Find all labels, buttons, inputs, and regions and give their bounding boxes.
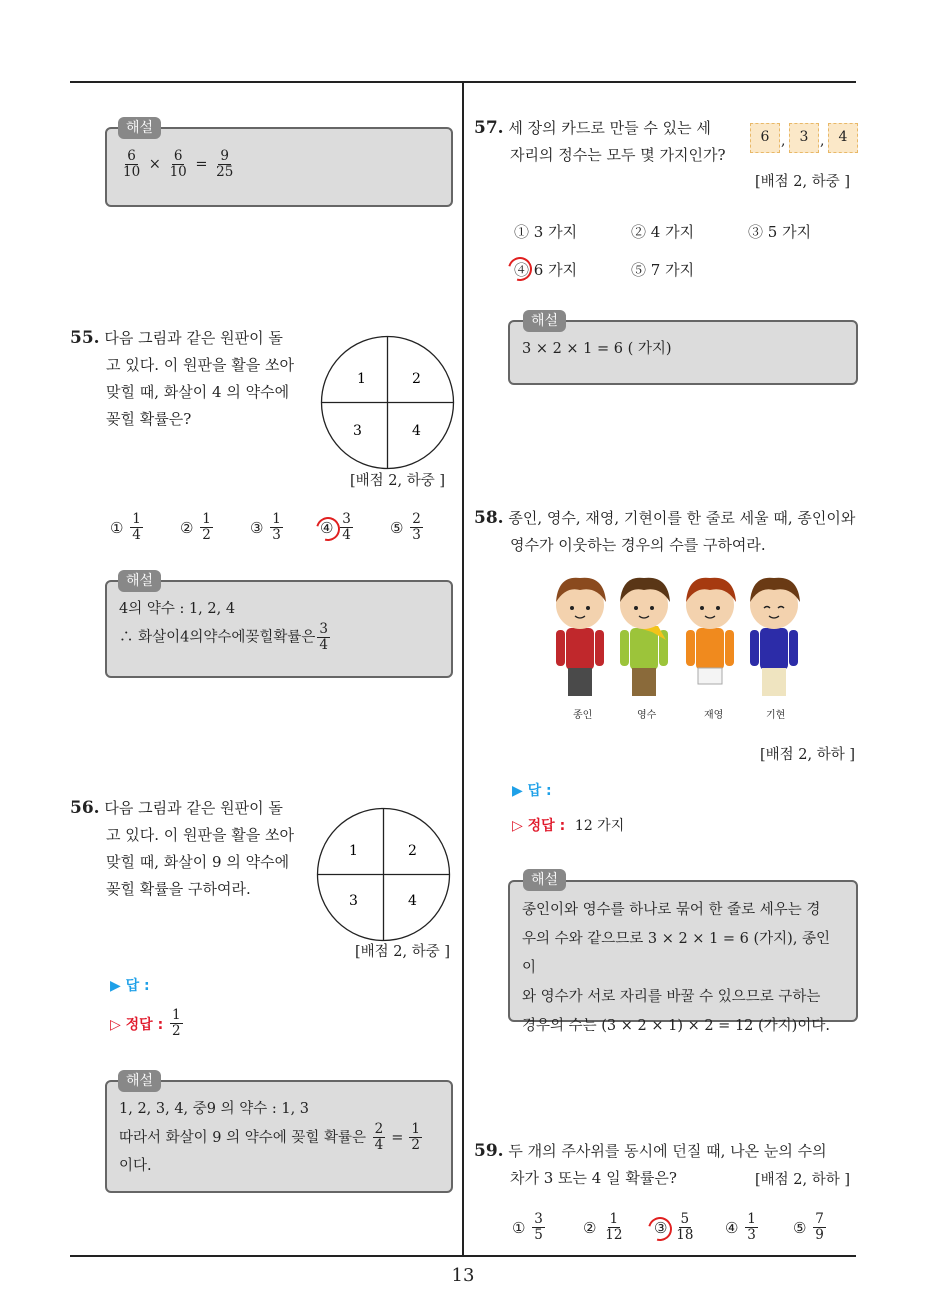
choice-59-2[interactable]: ② $\frac{1}{12}$ xyxy=(583,1211,623,1243)
number-card: 3 xyxy=(789,123,819,153)
bottom-rule xyxy=(70,1255,856,1257)
explanation-tag: 해설 xyxy=(118,1070,161,1092)
kid-jaeyeong xyxy=(686,578,736,684)
score-59: [배점 2, 하하 ] xyxy=(755,1172,851,1188)
choice-55-4[interactable]: ④ $\frac{3}{4}$ xyxy=(320,511,351,543)
kid-name-label: 재영 xyxy=(704,710,724,721)
choice-59-5[interactable]: ⑤ $\frac{7}{9}$ xyxy=(793,1211,824,1243)
wheel-label: 4 xyxy=(408,893,417,909)
wheel-label: 3 xyxy=(349,893,358,909)
score-57: [배점 2, 하중 ] xyxy=(755,174,851,190)
question-57: 57. 세 장의 카드로 만들 수 있는 세 자리의 정수는 모두 몇 가지인가? xyxy=(474,118,726,164)
correct-answer-58: ▷ 정답 : 12 가지 xyxy=(512,818,625,834)
question-number: 58. xyxy=(474,508,504,528)
spinner-wheel-55 xyxy=(320,335,455,470)
wheel-label: 2 xyxy=(412,371,421,387)
kid-name-label: 기현 xyxy=(766,710,786,721)
question-number: 59. xyxy=(474,1141,504,1161)
question-55: 55. 다음 그림과 같은 원판이 돌 고 있다. 이 원판을 활을 쏘아 맞힐 때, 화살이 4 의 약수에 꽂힐 확률은? xyxy=(70,328,294,428)
children-illustration xyxy=(548,560,818,705)
choice-57-4[interactable]: ④ 6 가지 xyxy=(514,261,578,279)
explanation-box-56: 1, 2, 3, 4, 중9 의 약수 : 1, 3 따라서 화살이 9 의 약수에 꽂힐 확률은 $\frac{2}{4}$ = $\frac{1}{2}$ 이다. xyxy=(105,1080,453,1193)
explanation-box-54: $\frac{6}{10}$ × $\frac{6}{10}$ = $\frac{9}{25}$ xyxy=(105,127,453,207)
spinner-wheel-56 xyxy=(316,807,451,942)
number-card: 4 xyxy=(828,123,858,153)
number-card: 6 xyxy=(750,123,780,153)
page-number: 13 xyxy=(451,1265,475,1286)
score-56: [배점 2, 하중 ] xyxy=(355,944,451,960)
score-55: [배점 2, 하중 ] xyxy=(350,473,446,489)
kid-name-label: 영수 xyxy=(637,710,657,721)
answer-label-58: ▶ 답 : xyxy=(512,783,552,799)
explanation-tag: 해설 xyxy=(118,570,161,592)
explanation-box-57: 3 × 2 × 1 = 6 ( 가지) xyxy=(508,320,858,385)
wheel-label: 3 xyxy=(353,423,362,439)
choice-57-1[interactable]: ① 3 가지 xyxy=(514,223,578,241)
kid-yeongsu xyxy=(620,578,670,696)
choice-57-3[interactable]: ③ 5 가지 xyxy=(748,223,812,241)
explanation-box-58: 종인이와 영수를 하나로 묶어 한 줄로 세우는 경 우의 수와 같으므로 3 × 2 × 1 = 6 (가지), 종인이 와 영수가 서로 자리를 바꿀 수 있으므로 구하는 경우의 수는 (3 × 2 × 1) × 2 = 12 (가지)이다. xyxy=(508,880,858,1022)
wheel-label: 1 xyxy=(357,371,366,387)
question-number: 55. xyxy=(70,328,100,348)
choice-55-1[interactable]: ① $\frac{1}{4}$ xyxy=(110,511,141,543)
answer-label-56: ▶ 답 : xyxy=(110,978,150,994)
card-separator: , xyxy=(820,133,825,149)
selected-answer-mark xyxy=(504,253,537,286)
score-58: [배점 2, 하하 ] xyxy=(760,747,856,763)
choice-59-3[interactable]: ③ $\frac{5}{18}$ xyxy=(654,1211,694,1243)
choice-59-4[interactable]: ④ $\frac{1}{3}$ xyxy=(725,1211,756,1243)
wheel-label: 4 xyxy=(412,423,421,439)
question-56: 56. 다음 그림과 같은 원판이 돌 고 있다. 이 원판을 활을 쏘아 맞힐 때, 화살이 9 의 약수에 꽂힐 확률을 구하여라. xyxy=(70,798,294,898)
explanation-tag: 해설 xyxy=(118,117,161,139)
question-number: 57. xyxy=(474,118,504,138)
kid-name-label: 종인 xyxy=(573,710,593,721)
wheel-label: 2 xyxy=(408,843,417,859)
choice-57-5[interactable]: ⑤ 7 가지 xyxy=(631,261,695,279)
column-divider xyxy=(462,81,464,1256)
question-59: 59. 두 개의 주사위를 동시에 던질 때, 나온 눈의 수의 차가 3 또는 4 일 확률은? xyxy=(474,1141,827,1187)
kid-jongin xyxy=(556,578,606,696)
kid-gihyeon xyxy=(750,578,800,696)
wheel-label: 1 xyxy=(349,843,358,859)
card-separator: , xyxy=(781,133,786,149)
choice-55-2[interactable]: ② $\frac{1}{2}$ xyxy=(180,511,211,543)
choice-59-1[interactable]: ① $\frac{3}{5}$ xyxy=(512,1211,543,1243)
question-number: 56. xyxy=(70,798,100,818)
choice-55-5[interactable]: ⑤ $\frac{2}{3}$ xyxy=(390,511,421,543)
choice-55-3[interactable]: ③ $\frac{1}{3}$ xyxy=(250,511,281,543)
explanation-box-55: 4의 약수 : 1, 2, 4 ∴ 화살이4의약수에꽂힐확률은 $\frac{3}{4}$ xyxy=(105,580,453,678)
question-58: 58. 종인, 영수, 재영, 기현이를 한 줄로 세울 때, 종인이와 영수가 이웃하는 경우의 수를 구하여라. xyxy=(474,508,856,554)
correct-answer-56: ▷ 정답 : $\frac{1}{2}$ xyxy=(110,1007,181,1039)
choice-57-2[interactable]: ② 4 가지 xyxy=(631,223,695,241)
explanation-tag: 해설 xyxy=(523,310,566,332)
explanation-tag: 해설 xyxy=(523,869,566,891)
